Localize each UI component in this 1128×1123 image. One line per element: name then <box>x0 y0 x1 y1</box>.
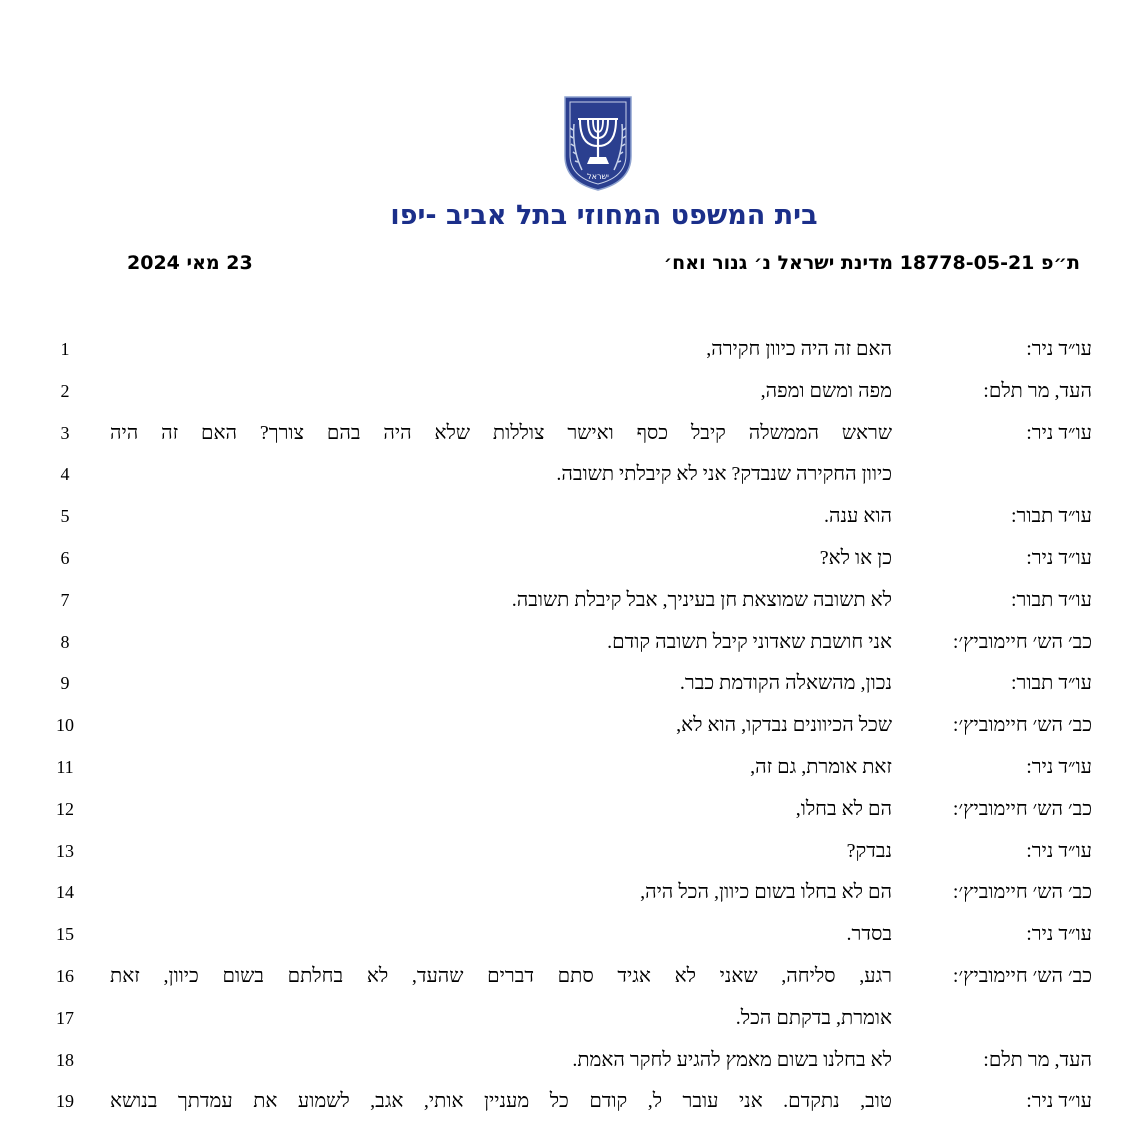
speaker-label: העד, מר תלם: <box>983 1048 1092 1071</box>
transcript-line <box>0 413 1128 455</box>
speaker-label: כב׳ הש׳ חיימוביץ׳: <box>952 630 1092 653</box>
line-number: 1 <box>60 339 70 359</box>
transcript-line <box>0 329 1128 371</box>
state-emblem-icon <box>562 94 634 192</box>
line-number: 6 <box>60 547 70 568</box>
line-text: הם לא בחלו, <box>795 797 892 820</box>
line-number: 11 <box>56 756 74 777</box>
line-text: טוב, נתקדם. אני עובר ל, קודם כל מעניין אותי, אגב, לשמוע את עמדתך בנושא <box>110 1090 892 1113</box>
speaker-label: עו״ד תבור: <box>1011 672 1092 695</box>
transcript-line <box>0 371 1128 413</box>
hearing-date: 23 מאי 2024 <box>127 252 253 274</box>
transcript-line <box>0 1040 1128 1082</box>
speaker-label: עו״ד ניר: <box>1026 923 1092 946</box>
line-text: נכון, מהשאלה הקודמת כבר. <box>679 672 892 695</box>
speaker-label: עו״ד ניר: <box>1026 421 1092 444</box>
line-text: כן או לא? <box>819 546 892 569</box>
speaker-label: עו״ד ניר: <box>1026 755 1092 778</box>
speaker-label <box>876 454 1092 496</box>
line-number: 2 <box>60 380 70 401</box>
line-text: לא בחלנו בשום מאמץ להגיע לחקר האמת. <box>572 1048 892 1071</box>
transcript-line <box>0 747 1128 789</box>
line-number: 17 <box>56 1007 74 1028</box>
line-text: הם לא בחלו בשום כיוון, הכל היה, <box>640 881 892 904</box>
line-text: בסדר. <box>846 923 892 946</box>
transcript-line <box>0 789 1128 831</box>
line-number: 18 <box>56 1049 74 1070</box>
line-text: נבדק? <box>846 839 892 862</box>
speaker-label: העד, מר תלם: <box>983 379 1092 402</box>
speaker-label: עו״ד ניר: <box>1026 546 1092 569</box>
transcript-line <box>0 663 1128 705</box>
line-text: שראש הממשלה קיבל כסף ואישר צוללות שלא היה בהם צורך? האם זה היה <box>110 421 892 444</box>
line-text: מפה ומשם ומפה, <box>760 379 892 402</box>
transcript-line <box>0 622 1128 664</box>
speaker-label: כב׳ הש׳ חיימוביץ׳: <box>952 964 1092 987</box>
line-number: 5 <box>60 506 70 527</box>
speaker-label: עו״ד ניר: <box>1026 1090 1092 1113</box>
line-number: 19 <box>56 1091 74 1112</box>
line-number: 10 <box>56 715 74 736</box>
transcript-line <box>0 831 1128 873</box>
speaker-label: עו״ד ניר: <box>1026 338 1092 360</box>
line-number: 16 <box>56 965 74 986</box>
transcript-line <box>0 580 1128 622</box>
speaker-label: עו״ד תבור: <box>1011 505 1092 528</box>
speaker-label: עו״ד תבור: <box>1011 588 1092 611</box>
speaker-label: כב׳ הש׳ חיימוביץ׳: <box>952 797 1092 820</box>
transcript-line <box>0 538 1128 580</box>
speaker-label <box>876 998 1092 1040</box>
line-number: 13 <box>56 840 74 861</box>
case-reference: ת״פ 18778-05-21 מדינת ישראל נ׳ גנור ואח׳ <box>663 252 1080 274</box>
transcript-line <box>0 998 1128 1040</box>
transcript-line <box>0 1081 1128 1123</box>
line-text: זאת אומרת, גם זה, <box>750 755 892 778</box>
transcript-line <box>0 914 1128 956</box>
line-text: כיוון החקירה שנבדק? אני לא קיבלתי תשובה. <box>556 463 892 486</box>
line-text: רגע, סליחה, שאני לא אגיד סתם דברים שהעד, לא בחלתם בשום כיוון, זאת <box>110 964 892 987</box>
line-number: 3 <box>60 422 70 443</box>
line-text: הוא ענה. <box>824 505 892 528</box>
speaker-label: כב׳ הש׳ חיימוביץ׳: <box>952 881 1092 904</box>
line-text: לא תשובה שמוצאת חן בעיניך, אבל קיבלת תשובה. <box>511 588 892 611</box>
transcript-line <box>0 705 1128 747</box>
line-number: 4 <box>60 464 70 485</box>
transcript-body <box>0 329 1128 1123</box>
line-number: 9 <box>60 673 70 694</box>
svg-text:ישראל: ישראל <box>587 172 609 181</box>
line-text: שכל הכיוונים נבדקו, הוא לא, <box>676 714 892 737</box>
line-number: 8 <box>60 631 70 652</box>
transcript-line <box>0 454 1128 496</box>
line-number: 15 <box>56 924 74 945</box>
speaker-label: כב׳ הש׳ חיימוביץ׳: <box>952 714 1092 737</box>
transcript-line <box>0 872 1128 914</box>
transcript-line <box>0 956 1128 998</box>
line-text: אני חושבת שאדוני קיבל תשובה קודם. <box>607 630 892 653</box>
line-number: 7 <box>60 589 70 610</box>
line-number: 12 <box>56 798 74 819</box>
line-number: 14 <box>56 882 74 903</box>
line-text: אומרת, בדקתם הכל. <box>735 1006 892 1029</box>
speaker-label: עו״ד ניר: <box>1026 839 1092 862</box>
transcript-line <box>0 496 1128 538</box>
line-text: האם זה היה כיוון חקירה, <box>706 338 892 360</box>
court-name: בית המשפט המחוזי בתל אביב -יפו <box>390 200 818 231</box>
